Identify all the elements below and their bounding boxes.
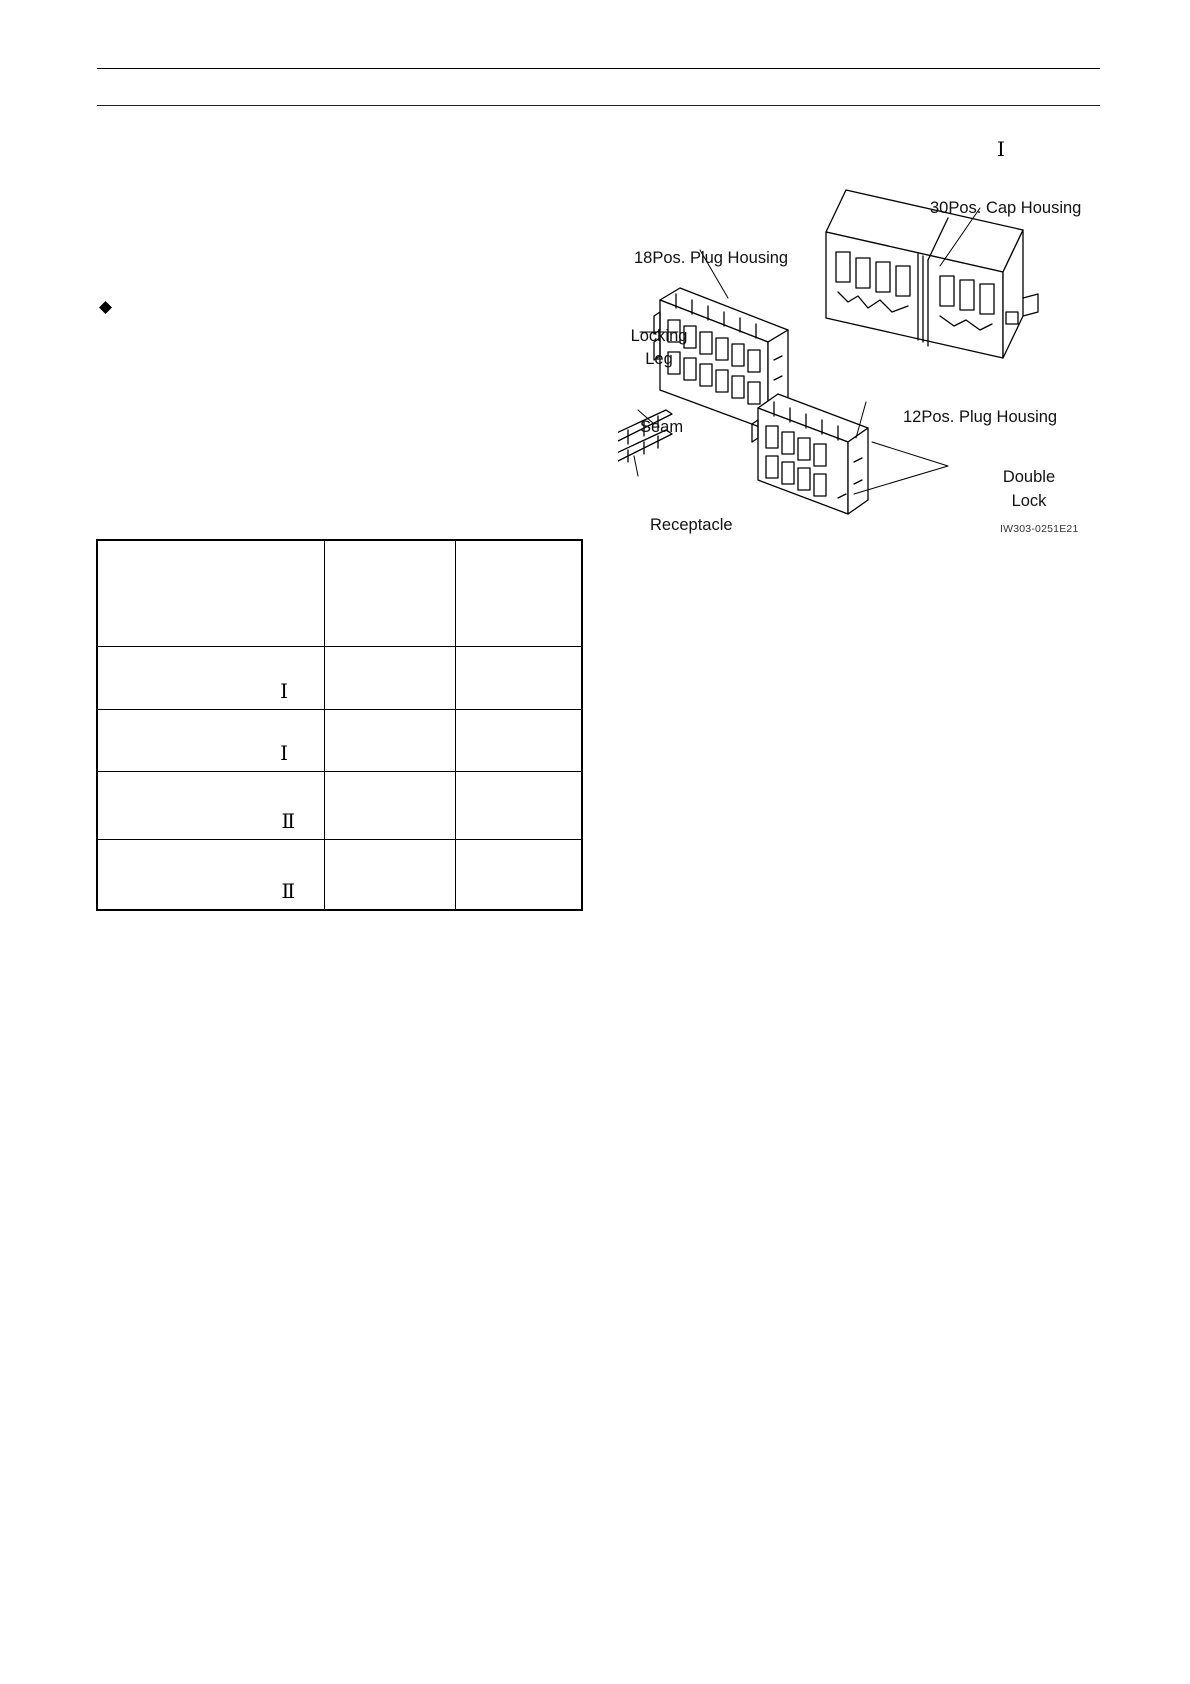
table-row	[97, 647, 582, 710]
label-lock: Lock	[1011, 492, 1047, 510]
plug-housing-12-drawing	[752, 394, 868, 514]
table-cell	[455, 710, 582, 772]
label-locking: Locking	[630, 327, 688, 345]
table-cell	[455, 647, 582, 710]
header-rule-top	[97, 68, 1100, 69]
table-row	[97, 772, 582, 840]
table-row	[97, 840, 582, 911]
table-row	[97, 710, 582, 772]
table-cell	[455, 840, 582, 911]
table-header-cell	[325, 540, 455, 647]
roman-marker: Ⅱ	[281, 811, 296, 833]
table-cell	[325, 647, 455, 710]
table-header-cell	[455, 540, 582, 647]
label-30pos-cap-housing: 30Pos. Cap Housing	[930, 199, 1082, 217]
diamond-bullet-icon	[99, 301, 112, 314]
table-cell	[97, 647, 325, 710]
header-rule-bottom	[97, 105, 1100, 106]
header-roman-marker: Ⅰ	[997, 139, 1005, 161]
table-cell	[325, 840, 455, 911]
table-cell	[455, 772, 582, 840]
roman-marker: Ⅰ	[280, 681, 289, 703]
spec-table	[96, 539, 583, 911]
connector-diagram	[618, 180, 1098, 540]
label-18pos-plug-housing: 18Pos. Plug Housing	[634, 249, 789, 267]
figure-code: IW303-0251E21	[1000, 523, 1079, 535]
table-cell	[325, 710, 455, 772]
label-12pos-plug-housing: 12Pos. Plug Housing	[903, 408, 1058, 426]
table-header-row	[97, 540, 582, 647]
label-leg: Leg	[645, 350, 673, 368]
label-receptacle: Receptacle	[650, 516, 733, 534]
roman-marker: Ⅱ	[281, 881, 296, 903]
table-cell	[97, 710, 325, 772]
label-seam: Seam	[640, 418, 684, 436]
table-cell	[97, 840, 325, 911]
label-double: Double	[1002, 468, 1056, 486]
roman-marker: Ⅰ	[280, 743, 289, 765]
table-cell	[325, 772, 455, 840]
table-cell	[97, 772, 325, 840]
table-header-cell	[97, 540, 325, 647]
